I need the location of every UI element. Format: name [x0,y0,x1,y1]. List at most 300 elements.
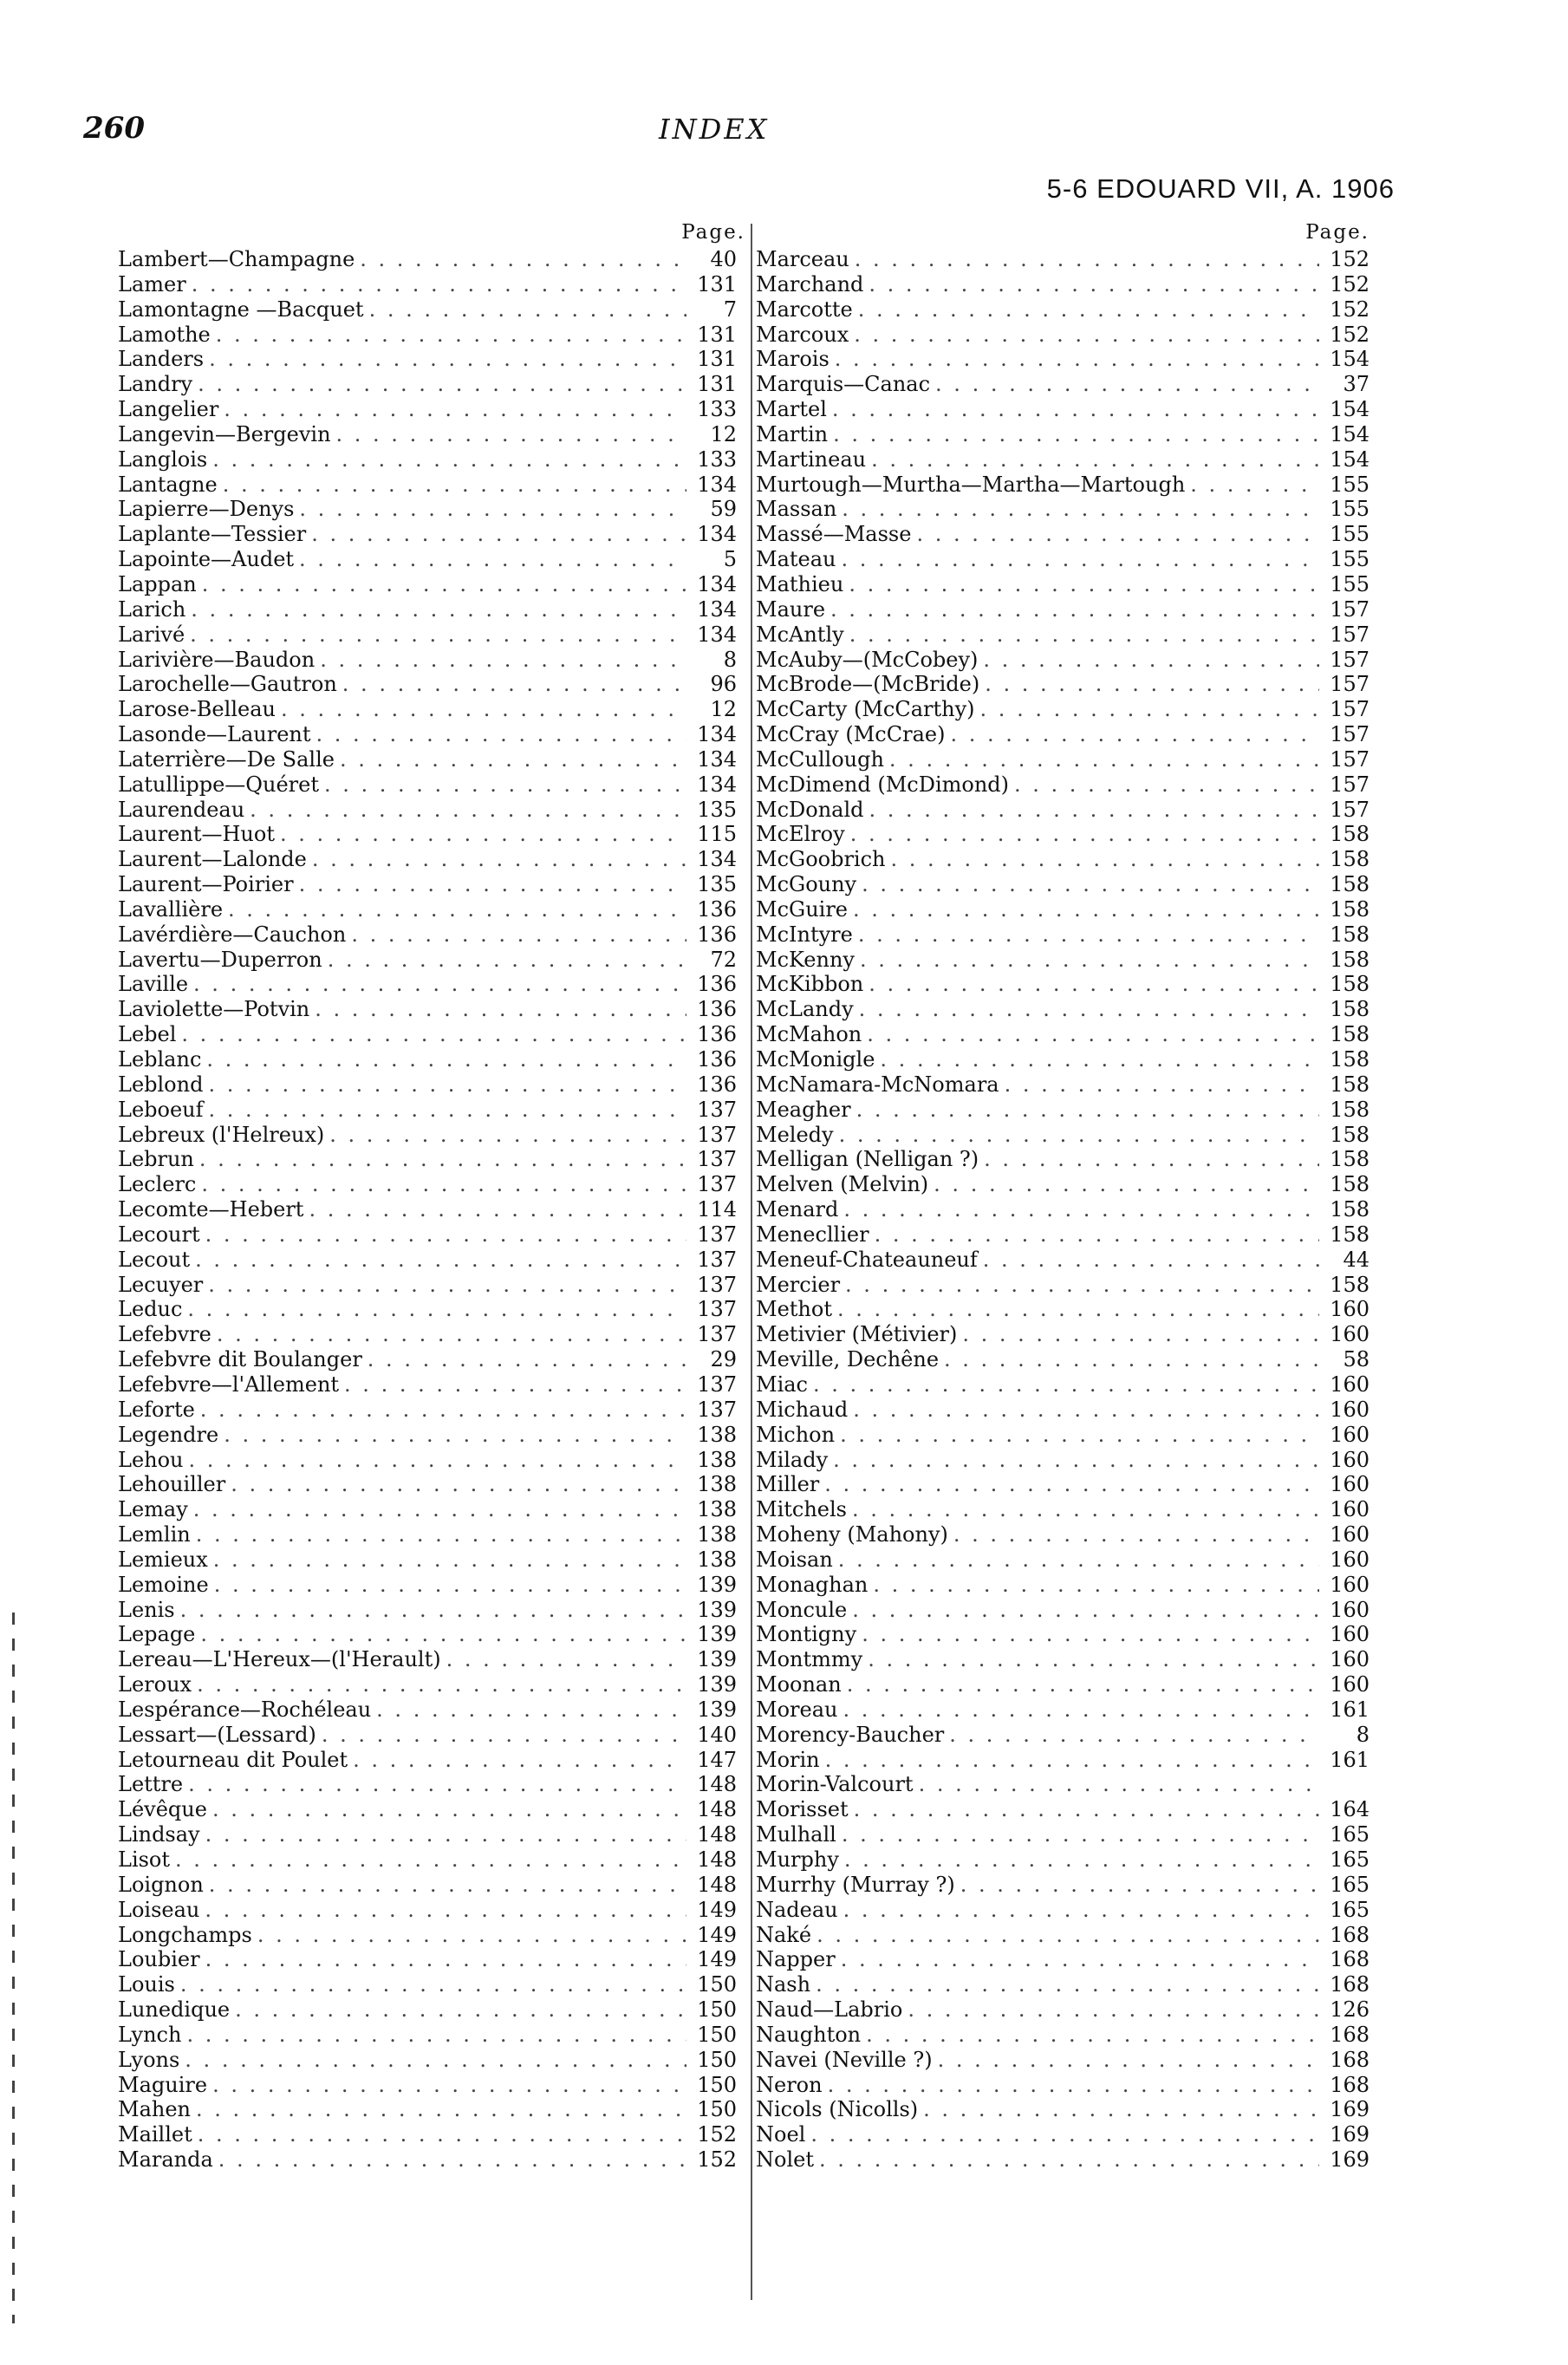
dot-leader [198,2122,686,2147]
index-entry [118,972,745,997]
entry-name: Moisan [756,1547,833,1572]
dot-leader [850,822,1319,847]
entry-name: Mitchels [756,1497,847,1522]
entry-name: Laviolette—Potvin [118,997,310,1022]
dot-leader [216,322,686,348]
index-entry [756,822,1370,847]
index-entry [756,722,1370,747]
index-entry [118,572,745,597]
entry-page: 134 [697,622,737,647]
entry-name: Larivé [118,622,185,647]
entry-page: 150 [697,2047,737,2072]
entry-name: Mahen [118,2097,191,2122]
entry-page: 136 [697,922,737,947]
dot-leader [257,1923,686,1948]
dot-leader [816,1972,1319,1997]
entry-name: Marchand [756,271,864,296]
dot-leader [209,1873,686,1898]
entry-name: Maranda [118,2147,213,2173]
entry-page: 150 [697,1972,737,1997]
index-entry [756,697,1370,722]
entry-page: 152 [1330,247,1370,271]
dot-leader [835,347,1319,372]
entry-page: 8 [1356,1722,1370,1747]
entry-name: Lehouiller [118,1472,226,1497]
index-entry [756,1022,1370,1047]
index-entry [756,1947,1370,1972]
entry-page: 138 [697,1522,737,1547]
index-entry [118,872,745,897]
entry-name: Louis [118,1972,175,1997]
entry-page: 137 [697,1147,737,1172]
dot-leader [181,1022,686,1047]
dot-leader [193,972,686,997]
entry-page: 154 [1330,421,1370,446]
dot-leader [854,1797,1319,1822]
entry-name: Lecomte—Hebert [118,1197,304,1222]
dot-leader [186,2023,686,2048]
index-entry [118,1248,745,1273]
dot-leader [824,1472,1319,1497]
index-entry [756,447,1370,472]
entry-page: 139 [697,1572,737,1597]
entry-name: Marceau [756,247,849,271]
entry-page: 158 [1330,1072,1370,1097]
entry-name: Melven (Melvin) [756,1172,929,1197]
entry-page: 160 [1330,1472,1370,1497]
index-entry [118,547,745,572]
dot-leader [312,847,686,872]
index-entry [756,1772,1370,1797]
entry-name: Lapointe—Audet [118,547,295,572]
index-entry [118,1047,745,1072]
entry-page: 152 [697,2122,737,2147]
entry-name: Landers [118,347,205,372]
dot-leader [250,798,686,823]
entry-name: McCullough [756,746,884,772]
entry-name: Langevin—Bergevin [118,421,331,446]
entry-name: Murtough—Murtha—Martha—Martough [756,472,1186,497]
index-entry [118,1797,745,1822]
entry-page: 137 [697,1322,737,1347]
entry-name: McNamara-McNomara [756,1072,999,1097]
dot-leader [842,547,1320,572]
index-entry [756,2122,1370,2147]
entry-page: 158 [1330,1272,1370,1297]
index-entry [756,1522,1370,1547]
dot-leader [328,948,686,973]
entry-name: Lasonde—Laurent [118,722,311,747]
dot-leader [832,397,1319,422]
entry-name: Lemay [118,1497,188,1522]
entry-name: Lavallière [118,896,224,922]
entry-name: Laplante—Tessier [118,522,307,547]
entry-page: 157 [1330,672,1370,697]
entry-name: Murphy [756,1847,839,1872]
entry-name: Lecourt [118,1222,200,1247]
entry-name: Lehou [118,1447,184,1472]
index-entry [118,1497,745,1522]
entry-page: 136 [697,1022,737,1047]
entry-page: 139 [697,1697,737,1722]
dot-leader [953,1522,1319,1547]
entry-page: 160 [1330,1371,1370,1397]
index-entry [118,1622,745,1647]
dot-leader [980,697,1319,722]
entry-page: 136 [697,972,737,997]
entry-page: 12 [710,697,737,722]
dot-leader [891,847,1320,872]
entry-name: Laurent—Huot [118,822,275,847]
entry-name: Michaud [756,1397,849,1422]
entry-name: Maillet [118,2122,192,2147]
entry-page: 114 [697,1197,737,1222]
dot-leader [351,922,686,948]
index-entry [756,948,1370,973]
index-entry [118,497,745,522]
index-entry [118,1448,745,1473]
index-entry [118,247,745,272]
dot-leader [199,1147,686,1172]
dot-leader [218,2147,686,2173]
entry-name: Mathieu [756,571,844,596]
entry-page: 168 [1330,2072,1370,2097]
index-entry [118,1423,745,1448]
entry-page: 148 [697,1772,737,1797]
index-entry [756,1748,1370,1773]
index-entry [756,847,1370,872]
index-entry [756,372,1370,397]
dot-leader [299,872,686,897]
entry-page: 154 [1330,397,1370,422]
entry-name: Mulhall [756,1822,836,1847]
entry-name: Larich [118,596,186,622]
entry-page: 160 [1330,1497,1370,1522]
entry-page: 155 [1330,522,1370,547]
entry-page: 158 [1330,947,1370,972]
entry-name: Lunedique [118,1997,231,2023]
entry-name: Nolet [756,2147,814,2173]
index-entry [756,622,1370,648]
index-entry [756,772,1370,798]
dot-leader [825,1748,1319,1773]
entry-page: 137 [697,1297,737,1322]
entry-page: 58 [1343,1347,1370,1372]
dot-leader [837,1297,1319,1322]
entry-name: Langlois [118,446,208,472]
running-head: INDEX [659,113,770,146]
index-entry [118,1398,745,1423]
index-entry [756,798,1370,823]
index-entry [118,1297,745,1322]
entry-page: 7 [723,296,737,322]
index-entry [756,1598,1370,1623]
index-entry [756,1472,1370,1497]
entry-page: 138 [697,1447,737,1472]
entry-name: Neron [756,2072,823,2097]
entry-page: 168 [1330,2047,1370,2072]
dot-leader [1190,472,1319,498]
dot-leader [200,1622,686,1647]
entry-page: 37 [1343,372,1370,397]
index-entry [756,1047,1370,1072]
entry-name: McMonigle [756,1047,875,1072]
entry-name: Naké [756,1922,812,1947]
index-entry [118,297,745,322]
entry-page: 150 [697,1997,737,2023]
index-entry [756,472,1370,498]
entry-name: Laterrière—De Salle [118,746,335,772]
entry-name: Meneuf-Chateauneuf [756,1247,978,1272]
index-entry [118,1123,745,1148]
entry-page: 158 [1330,1097,1370,1122]
entry-name: Legendre [118,1422,219,1447]
dot-leader [842,497,1319,522]
entry-page: 158 [1330,972,1370,997]
dot-leader [858,297,1319,322]
dot-leader [299,497,686,522]
entry-page: 157 [1330,622,1370,647]
entry-page: 5 [723,547,737,572]
entry-name: Montmmy [756,1647,863,1672]
entry-name: McCarty (McCarthy) [756,697,975,722]
dot-leader [849,572,1319,597]
entry-name: Marquis—Canac [756,372,931,397]
entry-page: 157 [1330,772,1370,797]
dot-leader [208,1273,686,1298]
entry-page: 133 [697,446,737,472]
dot-leader [224,1423,686,1448]
dot-leader [205,1947,686,1972]
entry-page: 148 [697,1797,737,1822]
index-entry [756,1923,1370,1948]
index-entry [756,597,1370,622]
index-entry [118,2097,745,2122]
dot-leader [844,1847,1319,1873]
index-entry [756,1123,1370,1148]
dot-leader [202,572,686,597]
index-entry [118,322,745,348]
dot-leader [368,1347,686,1372]
dot-leader [819,2147,1319,2173]
entry-name: Lantagne [118,472,218,497]
index-entry [756,897,1370,922]
entry-name: Larochelle—Gautron [118,672,337,697]
entry-name: Lenis [118,1597,175,1622]
entry-name: McGouny [756,872,857,897]
dot-leader [833,1448,1319,1473]
dot-leader [855,247,1319,272]
dot-leader [1014,772,1319,798]
dot-leader [854,322,1319,348]
entry-name: Lemieux [118,1547,208,1572]
dot-leader [235,1997,686,2023]
entry-name: Murrhy (Murray ?) [756,1872,955,1897]
dot-leader [983,648,1319,673]
entry-name: Laurent—Poirier [118,872,294,897]
entry-page: 136 [697,896,737,922]
index-entry [118,1697,745,1723]
entry-name: Menard [756,1197,839,1222]
dot-leader [919,1772,1319,1797]
dot-leader [190,622,686,648]
dot-leader [843,1197,1319,1222]
index-column-right [756,221,1370,2173]
entry-page: 152 [1330,322,1370,347]
index-entry [756,2023,1370,2048]
entry-page: 157 [1330,797,1370,822]
entry-name: Lamer [118,271,186,296]
entry-name: Lyons [118,2047,180,2072]
index-entry [118,1923,745,1948]
dot-leader [853,897,1319,922]
index-entry [118,2073,745,2098]
index-entry [118,648,745,673]
entry-name: Leforte [118,1397,195,1422]
entry-page: 139 [697,1647,737,1672]
dot-leader [195,1248,686,1273]
dot-leader [830,597,1319,622]
entry-name: Leblond [118,1072,204,1097]
index-entry [756,547,1370,572]
dot-leader [446,1647,686,1672]
entry-name: Lepage [118,1622,196,1647]
index-entry [756,1322,1370,1347]
entry-page: 137 [697,1247,737,1272]
entry-name: Noel [756,2122,806,2147]
dot-leader [869,272,1319,297]
dot-leader [185,2048,686,2073]
entry-page: 158 [1330,872,1370,897]
index-entry [756,1347,1370,1372]
dot-leader [212,447,686,472]
entry-name: McBrode—(McBride) [756,672,980,697]
index-entry [756,397,1370,422]
dot-leader [228,897,686,922]
dot-leader [223,472,686,498]
entry-name: Lebel [118,1022,177,1047]
entry-name: Laville [118,972,189,997]
entry-page: 8 [723,647,737,672]
dot-leader [320,648,686,673]
dot-leader [868,1647,1319,1672]
entry-name: McAuby—(McCobey) [756,647,979,672]
entry-name: Latullippe—Quéret [118,772,319,797]
dot-leader [817,1923,1319,1948]
dot-leader [866,2023,1319,2048]
entry-name: Lefebvre—l'Allement [118,1371,340,1397]
index-entry [756,322,1370,348]
entry-name: Meville, Dechêne [756,1347,940,1372]
dot-leader [198,372,686,397]
entry-page: 158 [1330,1222,1370,1247]
entry-page: 158 [1330,997,1370,1022]
dot-leader [180,1598,686,1623]
entry-name: Moreau [756,1697,838,1722]
index-entry [756,1697,1370,1723]
index-entry [118,447,745,472]
dot-leader [875,1222,1319,1248]
dot-leader [949,1723,1319,1748]
entry-page: 168 [1330,1922,1370,1947]
entry-name: Lefebvre [118,1322,211,1347]
index-entry [756,522,1370,547]
index-entry [118,1098,745,1123]
entry-name: McLandy [756,997,854,1022]
dot-leader [858,922,1319,948]
index-entry [756,272,1370,297]
dot-leader [311,522,686,547]
index-entry [118,422,745,447]
index-entry [756,1297,1370,1322]
entry-page: 158 [1330,847,1370,872]
entry-page: 165 [1330,1822,1370,1847]
index-entry [118,1972,745,1997]
dot-leader [852,1497,1319,1522]
entry-name: Laurent—Lalonde [118,847,307,872]
entry-page: 157 [1330,647,1370,672]
index-entry [756,2097,1370,2122]
dot-leader [880,1047,1319,1072]
entry-page: 72 [710,947,737,972]
entry-name: McGuire [756,896,848,922]
entry-name: Lessart—(Lessard) [118,1722,316,1747]
entry-page: 169 [1330,2122,1370,2147]
index-entry [118,1598,745,1623]
index-entry [118,372,745,397]
index-entry [756,672,1370,697]
index-entry [756,1448,1370,1473]
dot-leader [867,1022,1319,1047]
entry-name: Lavertu—Duperron [118,947,322,972]
entry-name: Metivier (Métivier) [756,1322,958,1347]
index-entry [756,648,1370,673]
index-entry [756,2147,1370,2173]
entry-name: Moncule [756,1597,848,1622]
entry-name: Langelier [118,397,219,422]
index-entry [756,1098,1370,1123]
index-entry [118,1522,745,1547]
index-entry [118,697,745,722]
entry-name: Lamontagne —Bacquet [118,296,364,322]
dot-leader [852,1598,1319,1623]
column-divider [751,224,752,2300]
entry-page: 137 [697,1371,737,1397]
dot-leader [196,2097,686,2122]
index-entry [118,997,745,1022]
entry-page: 149 [697,1922,737,1947]
entry-name: McElroy [756,822,845,847]
dot-leader [889,747,1319,772]
index-entry [756,422,1370,447]
entry-page: 44 [1343,1247,1370,1272]
entry-name: Montigny [756,1622,857,1647]
dot-leader [908,1997,1319,2023]
dot-leader [869,798,1319,823]
entry-page: 134 [697,772,737,797]
entry-page: 148 [697,1847,737,1872]
entry-name: Loignon [118,1872,204,1897]
index-entry [756,1547,1370,1573]
index-entry [756,1197,1370,1222]
entry-page: 158 [1330,1147,1370,1172]
dot-leader [376,1697,686,1723]
entry-page: 150 [697,2022,737,2047]
dot-leader [842,1822,1319,1847]
entry-page: 161 [1330,1697,1370,1722]
entry-name: Landry [118,372,193,397]
entry-page: 138 [697,1422,737,1447]
